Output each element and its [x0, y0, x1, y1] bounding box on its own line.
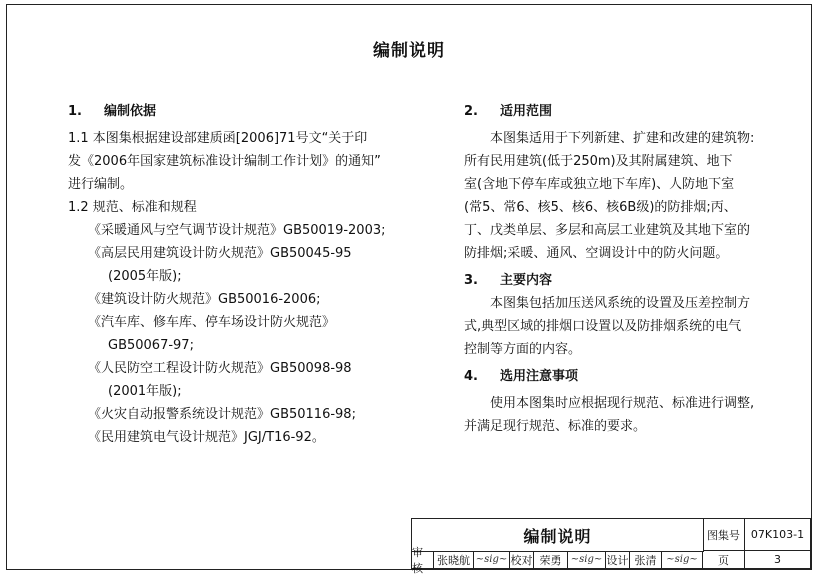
section-4-line: 并满足现行规范、标准的要求。	[464, 419, 647, 434]
designer-signature: ~sig~	[662, 551, 703, 569]
section-2-number: 2.	[464, 104, 478, 119]
reference-item: 《高层民用建筑设计防火规范》GB50045-95	[88, 246, 352, 261]
clause-1-1-line-2: 发《2006年国家建筑标准设计编制工作计划》的通知”	[68, 154, 381, 169]
designer-name: 张清	[630, 551, 662, 569]
section-4-title: 选用注意事项	[499, 369, 578, 384]
section-1-title: 编制依据	[103, 104, 156, 119]
page-number: 3	[745, 551, 811, 569]
section-3-heading	[464, 269, 782, 292]
title-block	[411, 518, 812, 575]
reference-item: 《汽车库、修车库、停车场设计防火规范》	[88, 315, 336, 330]
reference-item: (2001年版);	[108, 384, 182, 399]
section-2-heading	[464, 100, 782, 123]
left-column	[68, 100, 413, 449]
clause-1-2: 1.2 规范、标准和规程	[68, 200, 197, 215]
page-title: 编制说明	[373, 41, 445, 61]
checker-name: 荣勇	[534, 551, 568, 569]
section-2-line: 防排烟;采暖、通风、空调设计中的防火问题。	[464, 246, 729, 261]
reference-item: 《采暖通风与空气调节设计规范》GB50019-2003;	[88, 223, 386, 238]
clause-1-1-line-3: 进行编制。	[68, 177, 134, 192]
section-2-line: 室(含地下停车库或独立地下车库)、人防地下室	[464, 177, 735, 192]
right-column	[464, 100, 782, 438]
check-label: 校对	[510, 551, 534, 569]
section-4-heading	[464, 365, 782, 388]
reviewer-signature: ~sig~	[474, 551, 510, 569]
reference-item: (2005年版);	[108, 269, 182, 284]
reference-item: 《人民防空工程设计防火规范》GB50098-98	[88, 361, 352, 376]
section-2-line: 本图集适用于下列新建、扩建和改建的建筑物:	[490, 131, 755, 146]
section-2-line: 所有民用建筑(低于250m)及其附属建筑、地下	[464, 154, 733, 169]
section-3-line: 控制等方面的内容。	[464, 342, 582, 357]
page-label: 页	[703, 551, 745, 569]
review-label: 审核	[412, 551, 434, 569]
reference-item: GB50067-97;	[108, 338, 194, 353]
section-3-number: 3.	[464, 273, 478, 288]
section-2-line: (常5、常6、核5、核6、核6B级)的防排烟;丙、	[464, 200, 737, 215]
atlas-number: 07K103-1	[745, 519, 811, 551]
design-label: 设计	[606, 551, 630, 569]
section-4-number: 4.	[464, 369, 478, 384]
section-3-line: 本图集包括加压送风系统的设置及压差控制方	[490, 296, 751, 311]
atlas-number-label: 图集号	[703, 519, 745, 551]
section-2-title: 适用范围	[499, 104, 552, 119]
reference-item: 《火灾自动报警系统设计规范》GB50116-98;	[88, 407, 356, 422]
reviewer-name: 张晓航	[434, 551, 474, 569]
section-2-line: 丁、戊类单层、多层和高层工业建筑及其地下室的	[464, 223, 751, 238]
section-1-heading	[68, 100, 413, 123]
reference-item: 《建筑设计防火规范》GB50016-2006;	[88, 292, 321, 307]
section-1-number: 1.	[68, 104, 82, 119]
section-4-line: 使用本图集时应根据现行规范、标准进行调整,	[490, 396, 755, 411]
title-block-title: 编制说明	[412, 519, 704, 552]
section-3-title: 主要内容	[499, 273, 552, 288]
section-3-line: 式,典型区域的排烟口设置以及防排烟系统的电气	[464, 319, 742, 334]
reference-item: 《民用建筑电气设计规范》JGJ/T16-92。	[88, 430, 325, 445]
clause-1-1-line-1: 1.1 本图集根据建设部建质函[2006]71号文“关于印	[68, 131, 368, 146]
checker-signature: ~sig~	[568, 551, 606, 569]
